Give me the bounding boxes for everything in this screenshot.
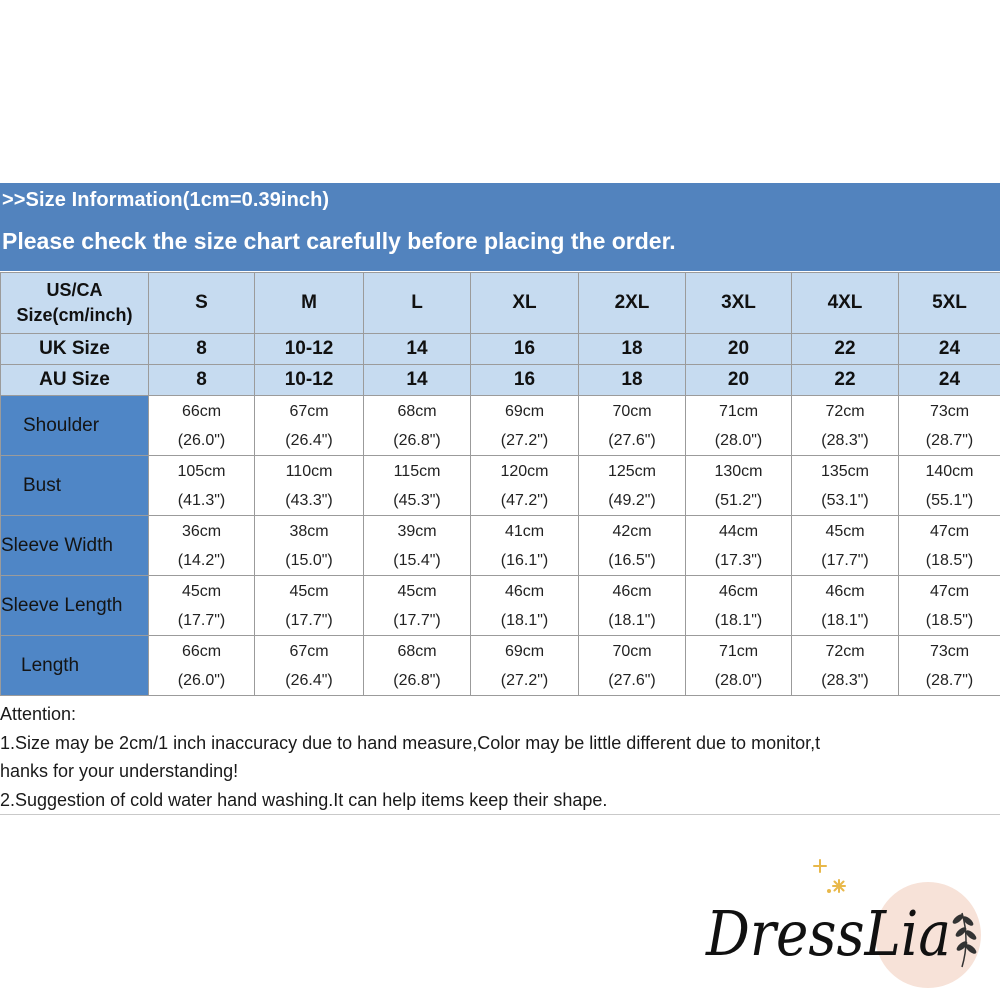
- inch-value: (17.7"): [177, 611, 226, 629]
- cm-value: 70cm: [612, 402, 652, 420]
- measurement-cell: [471, 396, 579, 456]
- attention-notes: [0, 700, 1000, 814]
- measurement-cell: [255, 636, 364, 696]
- cm-value: 69cm: [504, 642, 545, 660]
- uk-size-value: 8: [149, 334, 255, 365]
- measurement-cell: [149, 396, 255, 456]
- uk-size-value: 16: [471, 334, 579, 365]
- size-header-4xl: 4XL: [792, 273, 899, 334]
- measurement-cell: [149, 636, 255, 696]
- inch-value: (28.7"): [925, 671, 974, 689]
- cm-value: 67cm: [289, 642, 329, 660]
- inch-value: (47.2"): [500, 491, 549, 509]
- inch-value: (26.8"): [393, 671, 441, 689]
- cm-value: 39cm: [397, 522, 437, 540]
- uk-size-label: UK Size: [1, 334, 149, 365]
- measurement-row: [1, 456, 1000, 516]
- cm-value: 105cm: [177, 462, 226, 480]
- measurement-cell: [792, 456, 899, 516]
- measurement-cell: [255, 396, 364, 456]
- us-ca-label: US/CA: [46, 280, 103, 300]
- cm-value: 110cm: [285, 462, 333, 480]
- attention-title: Attention:: [0, 704, 77, 724]
- inch-value: (49.2"): [608, 491, 656, 509]
- cm-value: 46cm: [825, 582, 865, 600]
- cm-value: 45cm: [397, 582, 437, 600]
- measurement-row: [1, 516, 1000, 576]
- size-header-l: L: [364, 273, 471, 334]
- au-size-value: 18: [579, 365, 686, 396]
- measurement-cell: [899, 396, 1000, 456]
- measurement-cell: [364, 576, 471, 636]
- inch-value: (15.4"): [393, 551, 441, 569]
- measurement-cell: [686, 636, 792, 696]
- size-info-title: >>Size Information(1cm=0.39inch): [2, 189, 330, 211]
- cm-value: 46cm: [718, 582, 759, 600]
- size-chart-table: [0, 272, 1000, 696]
- inch-value: (16.1"): [500, 551, 549, 569]
- size-unit-label: Size(cm/inch): [16, 305, 133, 325]
- cm-value: 68cm: [397, 402, 437, 420]
- size-chart-instruction: Please check the size chart carefully before placing the order.: [2, 228, 676, 254]
- inch-value: (17.7"): [393, 611, 441, 629]
- inch-value: (18.1"): [500, 611, 549, 629]
- au-size-value: 10-12: [255, 365, 364, 396]
- cm-value: 70cm: [612, 642, 652, 660]
- cm-value: 73cm: [929, 642, 970, 660]
- cm-value: 72cm: [825, 642, 865, 660]
- measurement-cell: [255, 516, 364, 576]
- us-size-row: [1, 273, 1000, 334]
- measurement-cell: [579, 576, 686, 636]
- inch-value: (18.1"): [714, 611, 763, 629]
- cm-value: 67cm: [289, 402, 329, 420]
- measurement-cell: [579, 456, 686, 516]
- measurement-cell: [364, 516, 471, 576]
- au-size-value: 20: [686, 365, 792, 396]
- measurement-cell: [686, 456, 792, 516]
- inch-value: (27.2"): [500, 671, 549, 689]
- inch-value: (18.5"): [925, 551, 974, 569]
- measurement-cell: [149, 516, 255, 576]
- measurement-label: Bust: [1, 456, 149, 516]
- au-size-value: 24: [899, 365, 1000, 396]
- note-line-1: 1.Size may be 2cm/1 inch inaccuracy due to hand measure,Color may be little different due to monitor,t: [0, 732, 821, 753]
- note-line-2: hanks for your understanding!: [0, 761, 239, 781]
- divider: [0, 814, 1000, 815]
- uk-size-value: 20: [686, 334, 792, 365]
- inch-value: (28.0"): [714, 431, 763, 449]
- measurement-cell: [792, 396, 899, 456]
- measurement-cell: [899, 456, 1000, 516]
- measurement-label: Length: [1, 636, 149, 696]
- cm-value: 46cm: [504, 582, 545, 600]
- au-size-label: AU Size: [1, 365, 149, 396]
- inch-value: (43.3"): [285, 491, 333, 509]
- inch-value: (18.5"): [925, 611, 974, 629]
- au-size-value: 16: [471, 365, 579, 396]
- inch-value: (26.4"): [285, 671, 333, 689]
- uk-size-row: [1, 334, 1000, 365]
- inch-value: (17.7"): [285, 611, 333, 629]
- cm-value: 73cm: [929, 402, 970, 420]
- note-line-3: 2.Suggestion of cold water hand washing.It can help items keep their shape.: [0, 789, 608, 810]
- us-ca-header-cell: [1, 273, 149, 334]
- sparkle-icon: [814, 860, 845, 893]
- au-size-row: [1, 365, 1000, 396]
- uk-size-value: 14: [364, 334, 471, 365]
- measurement-cell: [255, 456, 364, 516]
- au-size-value: 8: [149, 365, 255, 396]
- inch-value: (15.0"): [285, 551, 333, 569]
- size-header-5xl: 5XL: [899, 273, 1000, 334]
- cm-value: 46cm: [612, 582, 652, 600]
- measurement-row: [1, 396, 1000, 456]
- size-header-m: M: [255, 273, 364, 334]
- inch-value: (27.6"): [608, 431, 656, 449]
- au-size-value: 22: [792, 365, 899, 396]
- inch-value: (17.3"): [714, 551, 763, 569]
- inch-value: (28.0"): [714, 671, 763, 689]
- size-header-2xl: 2XL: [579, 273, 686, 334]
- cm-value: 42cm: [612, 522, 652, 540]
- inch-value: (14.2"): [177, 551, 226, 569]
- inch-value: (28.7"): [925, 431, 974, 449]
- measurement-cell: [364, 636, 471, 696]
- measurement-cell: [792, 576, 899, 636]
- measurement-cell: [471, 516, 579, 576]
- measurement-cell: [686, 396, 792, 456]
- inch-value: (18.1"): [608, 611, 656, 629]
- measurement-cell: [899, 636, 1000, 696]
- inch-value: (26.0"): [177, 431, 226, 449]
- measurement-label: Sleeve Length: [1, 576, 149, 636]
- cm-value: 66cm: [181, 642, 222, 660]
- cm-value: 71cm: [718, 402, 759, 420]
- cm-value: 125cm: [607, 462, 657, 480]
- inch-value: (27.2"): [500, 431, 549, 449]
- measurement-cell: [792, 516, 899, 576]
- measurement-cell: [792, 636, 899, 696]
- measurement-cell: [899, 576, 1000, 636]
- measurement-cell: [255, 576, 364, 636]
- inch-value: (51.2"): [714, 491, 763, 509]
- cm-value: 71cm: [718, 642, 759, 660]
- cm-value: 135cm: [820, 462, 870, 480]
- measurement-cell: [364, 456, 471, 516]
- inch-value: (55.1"): [925, 491, 974, 509]
- measurement-cell: [579, 636, 686, 696]
- inch-value: (26.0"): [177, 671, 226, 689]
- measurement-row: [1, 576, 1000, 636]
- cm-value: 47cm: [929, 522, 970, 540]
- cm-value: 130cm: [714, 462, 763, 480]
- cm-value: 120cm: [500, 462, 549, 480]
- measurement-cell: [149, 576, 255, 636]
- inch-value: (16.5"): [608, 551, 656, 569]
- cm-value: 45cm: [181, 582, 222, 600]
- inch-value: (18.1"): [821, 611, 869, 629]
- measurement-cell: [686, 576, 792, 636]
- cm-value: 45cm: [289, 582, 329, 600]
- uk-size-value: 10-12: [255, 334, 364, 365]
- cm-value: 140cm: [925, 462, 974, 480]
- measurement-cell: [364, 396, 471, 456]
- cm-value: 66cm: [181, 402, 222, 420]
- measurement-cell: [471, 576, 579, 636]
- cm-value: 38cm: [289, 522, 329, 540]
- size-header-3xl: 3XL: [686, 273, 792, 334]
- inch-value: (53.1"): [821, 491, 869, 509]
- uk-size-value: 18: [579, 334, 686, 365]
- size-info-banner: [0, 183, 1000, 271]
- cm-value: 45cm: [825, 522, 865, 540]
- inch-value: (26.4"): [285, 431, 333, 449]
- measurement-cell: [471, 636, 579, 696]
- inch-value: (28.3"): [821, 671, 869, 689]
- cm-value: 44cm: [718, 522, 759, 540]
- measurement-cell: [471, 456, 579, 516]
- au-size-value: 14: [364, 365, 471, 396]
- measurement-label: Shoulder: [1, 396, 149, 456]
- measurement-cell: [899, 516, 1000, 576]
- measurement-cell: [686, 516, 792, 576]
- uk-size-value: 22: [792, 334, 899, 365]
- cm-value: 41cm: [504, 522, 545, 540]
- cm-value: 47cm: [929, 582, 970, 600]
- cm-value: 36cm: [181, 522, 222, 540]
- measurement-label: Sleeve Width: [1, 516, 149, 576]
- inch-value: (41.3"): [177, 491, 226, 509]
- measurement-cell: [579, 396, 686, 456]
- inch-value: (26.8"): [393, 431, 441, 449]
- cm-value: 69cm: [504, 402, 545, 420]
- dresslia-logo: [700, 855, 1000, 1000]
- size-header-s: S: [149, 273, 255, 334]
- cm-value: 68cm: [397, 642, 437, 660]
- cm-value: 115cm: [393, 462, 441, 480]
- measurement-cell: [579, 516, 686, 576]
- uk-size-value: 24: [899, 334, 1000, 365]
- measurement-row: [1, 636, 1000, 696]
- inch-value: (17.7"): [821, 551, 869, 569]
- inch-value: (28.3"): [821, 431, 869, 449]
- logo-text: DressLia: [705, 897, 951, 970]
- cm-value: 72cm: [825, 402, 865, 420]
- measurement-cell: [149, 456, 255, 516]
- size-header-xl: XL: [471, 273, 579, 334]
- inch-value: (45.3"): [393, 491, 441, 509]
- inch-value: (27.6"): [608, 671, 656, 689]
